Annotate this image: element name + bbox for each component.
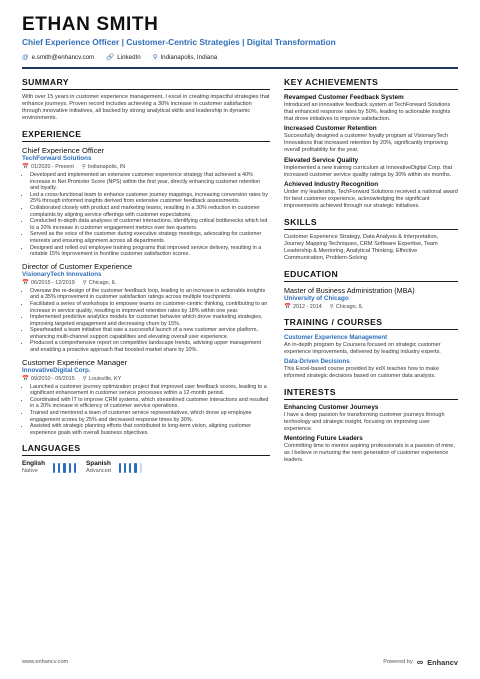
job-bullet: • Conducted in-depth data analyses of customer interactions, identifying critical bottlenecks which led to a 20% increase in customer engagement metrics over two quarters. [30,218,270,231]
achievements-section [284,77,458,210]
job-location-text: Louisville, KY [88,375,122,382]
experience-heading: EXPERIENCE [22,129,270,142]
right-column [284,77,458,482]
language-item [22,460,76,475]
training-heading: TRAINING / COURSES [284,317,458,330]
job-entry [22,262,270,354]
proficiency-dot [129,463,131,473]
education-dates [284,304,322,310]
linkedin-icon: 🔗 [106,54,115,61]
calendar-icon: 📅 [22,375,29,382]
candidate-name: ETHAN SMITH [22,14,159,35]
interest-title: Enhancing Customer Journeys [284,403,379,411]
course-title: Customer Experience Management [284,333,388,341]
summary-section [22,77,270,122]
job-bullet: • Developed and implemented an extensive customer experience strategy that achieved a 40% increase in Net Promoter Score (NPS) within the first year, directly enhancing customer retention and loyalty. [30,172,270,192]
contact-location [153,53,218,61]
job-bullet: • Implemented predictive analytics models for customer behavior which drove marketing strategies, improving targeted engagement and decreasing churn by 15%. [30,314,270,327]
job-bullet: • Oversaw the re-design of the customer feedback loop, leading to an increase in actionable insights and a 35% improvement in customer satisfaction ratings across multiple touchpoints. [30,288,270,301]
job-dates-text: 06/2015 - 12/2019 [30,279,75,286]
email-text: e.smith@enhancv.com [31,53,95,61]
interest-text: I have a deep passion for transforming customer journeys through technology and strategic insight, focusing on improving user experience. [284,411,445,432]
enhancv-logo-icon: ∞ [416,657,424,667]
location-text: Indianapolis, Indiana [160,53,218,61]
proficiency-dot [134,463,136,473]
job-bullet: • Produced a comprehensive report on competitive landscape trends, advising upper management and enabling a proactive approach that boosted market share by 10%. [30,340,270,353]
content-columns [22,77,458,482]
job-dates [22,376,75,382]
job-location-text: Chicago, IL [88,279,117,286]
job-bullet: • Spearheaded a team initiative that saw a successful launch of a new customer service platform, enhancing multi-channel support capabilities and elevating overall user experience. [30,327,270,340]
contact-email[interactable] [22,54,94,61]
job-meta [22,164,270,170]
footer-website[interactable]: www.enhancv.com [22,659,69,665]
language-list [22,460,270,475]
company-name: TechForward Solutions [22,155,92,162]
proficiency-dot [53,463,55,473]
job-meta [22,376,270,382]
header-divider [22,67,458,69]
job-dates [22,280,75,286]
job-dates-text: 09/2010 - 05/2015 [30,375,75,382]
location-pin-icon: ⚲ [81,164,86,170]
job-bullet: • Designed and rolled out employee training programs that improved service delivery, resulting in a notable 15% improvement in frontline customer satisfaction scores. [30,245,270,258]
resume-header [22,14,458,69]
languages-section [22,443,270,475]
job-bullet: • Served as the voice of the customer during executive strategy meetings, advocating for customer interests and ensuring alignment across all departments. [30,231,270,244]
language-name: Spanish [86,460,111,468]
achievement-text: Implemented a new training curriculum at InnovativeDigital Corp. that increased customer service quality ratings by 30% within six months. [284,164,453,178]
page-footer [22,657,458,667]
job-location [83,280,116,286]
location-pin-icon: ⚲ [82,279,87,286]
education-dates-text: 2012 - 2014 [292,303,322,310]
achievement-title: Increased Customer Retention [284,125,377,133]
contact-linkedin[interactable] [106,53,141,61]
summary-heading: SUMMARY [22,77,270,90]
language-proficiency-dots [53,463,76,473]
education-location [330,304,363,310]
job-location [82,164,125,170]
location-pin-icon: ⚲ [329,303,334,310]
proficiency-dot [119,463,121,473]
brand-name: Enhancv [427,657,458,667]
achievement-text: Introduced an innovative feedback system at TechForward Solutions that enhanced response rates by 50%, leading to actionable insights that drove initiatives to improve satisfaction. [284,102,451,122]
skills-section [284,217,458,262]
summary-text: With over 15 years in customer experience management, I excel in creating impactful strategies that enhance journeys. Proven record includes achieving a 30% increase in customer satisfaction through innovative initiatives, all backed by strong analytical skills and leadership in dynamic environments. [22,94,270,121]
job-bullet: • Assisted with strategic planning efforts that contributed to long-term vision, aligning customer experience goals with overall business objectives. [30,423,270,436]
job-dates [22,164,74,170]
education-heading: EDUCATION [284,269,458,282]
job-location-text: Indianapolis, IN [87,164,126,170]
location-pin-icon: ⚲ [82,375,87,382]
course-text: An in-depth program by Coursera focused on strategic customer experience improvements, delivered by leading industry experts. [284,341,441,355]
course-title: Data-Driven Decisions [284,358,350,366]
job-bullets [22,384,270,437]
job-bullet: • Led a cross-functional team to enhance customer journey mappings, increasing conversion rates by 25% through informed insights derived from extensive customer feedback assessments. [30,192,270,205]
proficiency-dot [69,463,71,473]
achievements-heading: KEY ACHIEVEMENTS [284,77,458,90]
interests-section [284,387,458,464]
location-pin-icon: ⚲ [152,54,158,61]
company-name: InnovativeDigital Corp. [22,366,91,374]
job-bullet: • Coordinated with IT to improve CRM systems, which streamlined customer interactions and resulted in a 20% increase in efficiency of customer service operations. [30,397,270,410]
language-item [86,460,142,475]
proficiency-dot [140,463,142,473]
calendar-icon: 📅 [284,303,291,310]
job-bullets [22,172,270,258]
language-level: Advanced [86,468,111,475]
job-dates-text: 01/2020 - Present [30,164,74,170]
interests-heading: INTERESTS [284,387,458,400]
education-location-text: Chicago, IL [335,303,364,310]
training-section [284,317,458,380]
course-text: This Excel-based course provided by edX teaches how to make informed strategic decisions based on customer data analysis. [284,366,439,380]
language-proficiency-dots [119,463,142,473]
proficiency-dot [58,463,60,473]
interest-title: Mentoring Future Leaders [284,435,363,443]
job-bullet: • Facilitated a series of workshops to empower teams on customer-centric thinking, contributing to an increase in service quality, resulting in improved retention rates by 18% within one year. [30,301,270,314]
at-icon: @ [22,53,29,61]
job-title: Customer Experience Manager [22,357,128,367]
achievement-title: Achieved Industry Recognition [284,181,379,189]
left-column [22,77,270,482]
company-name: VisionaryTech Innovations [22,270,102,278]
contact-row [22,53,458,61]
achievement-text: Under my leadership, TechForward Solutions received a national award for best customer experience, acknowledging the significant improvements achieved through our strategic initiatives. [284,189,458,209]
linkedin-text: LinkedIn [117,53,141,61]
languages-heading: LANGUAGES [22,443,270,456]
job-location [83,376,121,382]
job-bullet: • Launched a customer journey optimization project that improved user feedback scores, leading to a significant enhancement in customer service processes within a 12-month period. [30,384,270,397]
language-level: Native [22,468,38,475]
job-bullet: • Trained and mentored a team of customer service representatives, which drove up employee engagement scores by 25% and decreased response times by 30%. [30,410,270,423]
education-section [284,269,458,310]
language-name: English [22,460,46,468]
education-meta [284,304,458,310]
education-degree: Master of Business Administration (MBA) [284,285,415,295]
education-school: University of Chicago [284,294,349,302]
achievement-text: Successfully designed a customer loyalty program at VisionaryTech Innovations that increased retention by 20%, significantly improving overall profitability for the year. [284,133,449,153]
job-bullets [22,288,270,354]
job-bullet: • Collaborated closely with product and marketing teams, resulting in a 30% reduction in customer complaints by aligning service offerings with customer expectations. [30,205,270,218]
skills-text: Customer Experience Strategy, Data Analysis & Interpretation, Journey Mapping Techniques, CRM Software Expertise, Team Leadership & Mentoring, Analytical Thinking, Effective Communication, Problem-Solving [284,233,439,261]
proficiency-dot [74,463,76,473]
proficiency-dot [124,463,126,473]
job-meta [22,280,270,286]
job-entry [22,358,270,437]
job-entry [22,146,270,258]
skills-heading: SKILLS [284,217,458,230]
achievement-title: Elevated Service Quality [284,156,359,164]
candidate-headline: Chief Experience Officer | Customer-Centric Strategies | Digital Transformation [22,37,336,47]
calendar-icon: 📅 [22,164,29,170]
job-title: Director of Customer Experience [22,261,133,271]
footer-brand[interactable] [383,657,458,667]
interest-text: Committing time to mentor aspiring professionals is a passion of mine, as I believe in nurturing the next generation of customer experience leaders. [284,443,455,463]
calendar-icon: 📅 [22,279,29,286]
achievement-title: Revamped Customer Feedback System [284,94,404,101]
experience-section [22,129,270,436]
job-title: Chief Experience Officer [22,146,105,155]
proficiency-dot [63,463,65,473]
powered-by-text: Powered by [383,659,413,665]
